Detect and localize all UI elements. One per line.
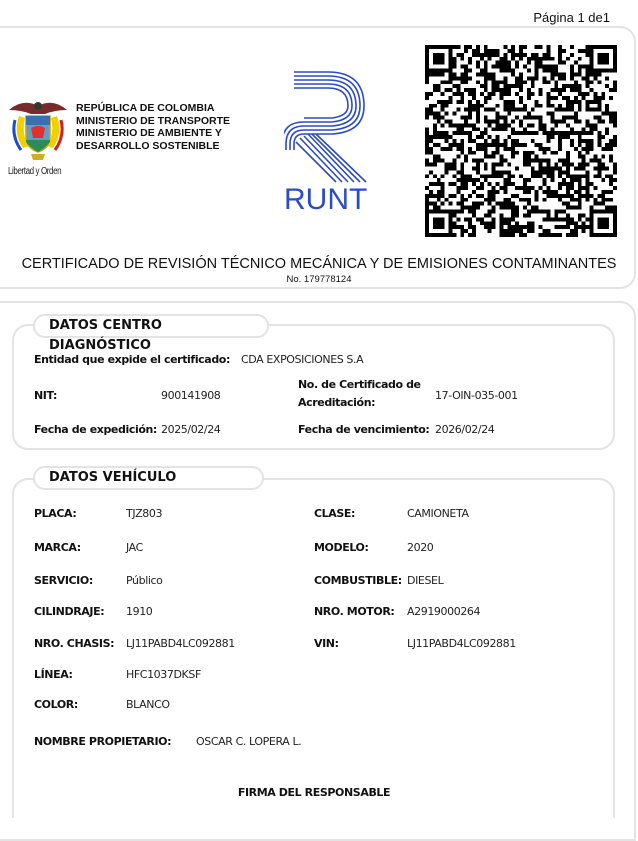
- qr-code: [425, 45, 617, 237]
- combustible-label: COMBUSTIBLE:: [314, 574, 402, 587]
- vin-label: VIN:: [314, 637, 339, 650]
- motor-value: A2919000264: [407, 605, 481, 618]
- color-label: COLOR:: [34, 698, 78, 711]
- page-indicator: Página 1 de1: [533, 10, 610, 25]
- combustible-value: DIESEL: [407, 574, 444, 587]
- expedicion-value: 2025/02/24: [161, 423, 221, 436]
- placa-label: PLACA:: [34, 507, 77, 520]
- clase-value: CAMIONETA: [407, 507, 469, 520]
- chasis-value: LJ11PABD4LC092881: [126, 637, 235, 650]
- datos-vehiculo-title: DATOS VEHÍCULO: [33, 466, 264, 490]
- propietario-label: NOMBRE PROPIETARIO:: [34, 735, 172, 748]
- acreditacion-value: 17-OIN-035-001: [435, 389, 518, 402]
- vencimiento-value: 2026/02/24: [435, 423, 495, 436]
- marca-label: MARCA:: [34, 541, 81, 554]
- entidad-value: CDA EXPOSICIONES S.A: [241, 353, 364, 366]
- modelo-label: MODELO:: [314, 541, 369, 554]
- marca-value: JAC: [126, 541, 143, 554]
- expedicion-label: Fecha de expedición:: [34, 423, 157, 436]
- colombia-coat-of-arms-icon: [5, 96, 71, 162]
- ministry-names: [76, 102, 230, 152]
- linea-value: HFC1037DKSF: [126, 668, 201, 681]
- linea-label: LÍNEA:: [34, 668, 73, 681]
- datos-centro-title: DATOS CENTRO DIAGNÓSTICO: [33, 314, 269, 338]
- clase-label: CLASE:: [314, 507, 356, 520]
- placa-value: TJZ803: [126, 507, 163, 520]
- servicio-label: SERVICIO:: [34, 574, 93, 587]
- ministry-line: MINISTERIO DE AMBIENTE Y: [76, 127, 222, 139]
- entidad-label: Entidad que expide el certificado:: [34, 353, 230, 366]
- ministry-line: REPÚBLICA DE COLOMBIA: [76, 102, 215, 114]
- cilindraje-value: 1910: [126, 605, 153, 618]
- vencimiento-label: Fecha de vencimiento:: [298, 423, 430, 436]
- ministry-line: DESARROLLO SOSTENIBLE: [76, 139, 220, 152]
- nit-value: 900141908: [161, 389, 221, 402]
- chasis-label: NRO. CHASIS:: [34, 637, 115, 650]
- propietario-value: OSCAR C. LOPERA L.: [196, 735, 302, 748]
- ministry-line: MINISTERIO DE TRANSPORTE: [76, 114, 231, 127]
- firma-responsable-label: FIRMA DEL RESPONSABLE: [237, 786, 391, 799]
- nit-label: NIT:: [34, 389, 57, 402]
- modelo-value: 2020: [407, 541, 434, 554]
- cilindraje-label: CILINDRAJE:: [34, 605, 105, 618]
- servicio-value: Público: [126, 574, 163, 587]
- motor-label: NRO. MOTOR:: [314, 605, 395, 618]
- acreditacion-label-line2: Acreditación:: [298, 396, 376, 409]
- certificate-number: No. 179778124: [286, 274, 352, 285]
- runt-logo-text: RUNT: [284, 183, 368, 216]
- vin-value: LJ11PABD4LC092881: [407, 637, 516, 650]
- acreditacion-label-line1: No. de Certificado de: [298, 378, 421, 391]
- certificate-title: CERTIFICADO DE REVISIÓN TÉCNICO MECÁNICA Y DE EMISIONES CONTAMINANTES: [21, 256, 617, 272]
- coat-of-arms-caption: Libertad y Orden: [8, 166, 62, 177]
- color-value: BLANCO: [126, 698, 170, 711]
